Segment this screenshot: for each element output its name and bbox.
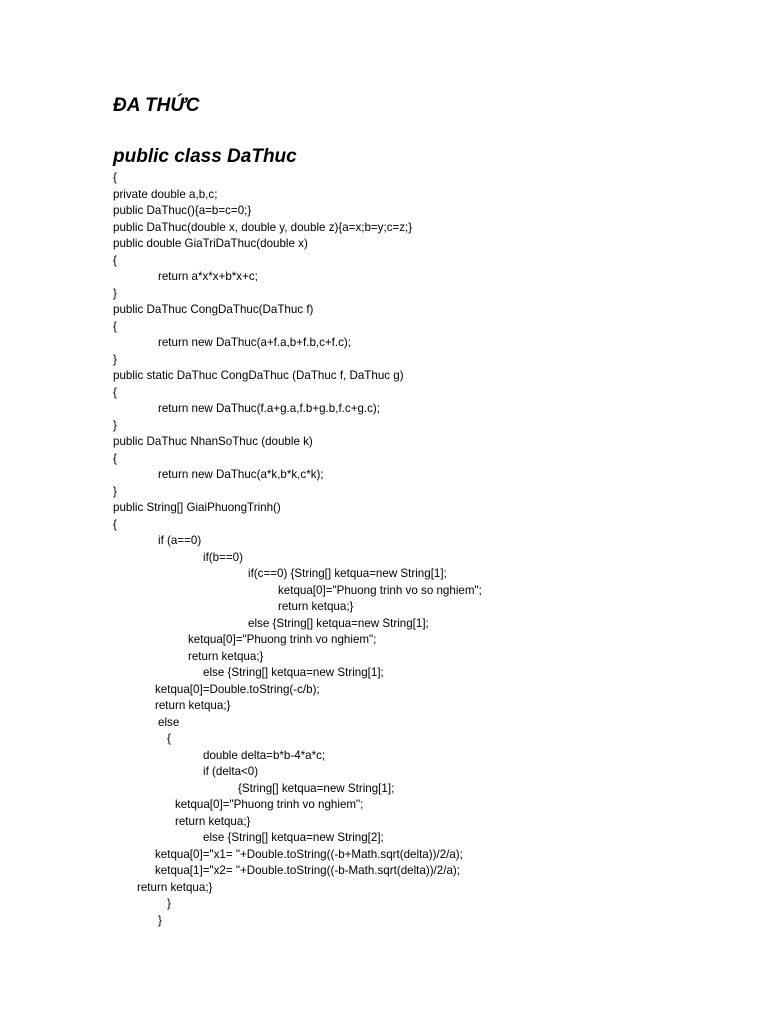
code-line: return ketqua;} bbox=[188, 650, 264, 663]
code-line: if(c==0) {String[] ketqua=new String[1]; bbox=[248, 567, 447, 580]
code-line: ketqua[0]=Double.toString(-c/b); bbox=[155, 683, 320, 696]
code-line: if (delta<0) bbox=[203, 765, 259, 778]
code-line: } bbox=[158, 914, 162, 927]
code-line: else bbox=[158, 716, 180, 729]
code-line: { bbox=[113, 254, 117, 267]
code-line: { bbox=[113, 452, 117, 465]
code-line: public DaThuc NhanSoThuc (double k) bbox=[113, 435, 313, 448]
code-line: } bbox=[113, 353, 117, 366]
code-line: { bbox=[113, 320, 117, 333]
code-line: public DaThuc(){a=b=c=0;} bbox=[113, 204, 252, 217]
code-line: { bbox=[113, 171, 117, 184]
code-line: double delta=b*b-4*a*c; bbox=[203, 749, 326, 762]
code-line: { bbox=[113, 518, 117, 531]
class-heading: public class DaThuc bbox=[113, 146, 297, 167]
code-line: public DaThuc(double x, double y, double z){a=x;b=y;c=z;} bbox=[113, 221, 413, 234]
code-line: else {String[] ketqua=new String[1]; bbox=[203, 666, 384, 679]
code-line: return new DaThuc(a*k,b*k,c*k); bbox=[158, 468, 324, 481]
code-line: return ketqua;} bbox=[278, 600, 354, 613]
code-line: return new DaThuc(a+f.a,b+f.b,c+f.c); bbox=[158, 336, 352, 349]
code-line: public double GiaTriDaThuc(double x) bbox=[113, 237, 308, 250]
code-line: { bbox=[167, 732, 171, 745]
code-line: return ketqua;} bbox=[137, 881, 213, 894]
code-line: return a*x*x+b*x+c; bbox=[158, 270, 258, 283]
code-line: } bbox=[113, 287, 117, 300]
code-line: public DaThuc CongDaThuc(DaThuc f) bbox=[113, 303, 314, 316]
code-line: return new DaThuc(f.a+g.a,f.b+g.b,f.c+g.c); bbox=[158, 402, 381, 415]
code-line: ketqua[0]="Phuong trinh vo nghiem"; bbox=[188, 633, 377, 646]
code-line: if(b==0) bbox=[203, 551, 243, 564]
code-line: { bbox=[113, 386, 117, 399]
code-line: if (a==0) bbox=[158, 534, 202, 547]
code-line: public static DaThuc CongDaThuc (DaThuc f, DaThuc g) bbox=[113, 369, 404, 382]
code-line: return ketqua;} bbox=[155, 699, 231, 712]
code-line: ketqua[0]="Phuong trinh vo so nghiem"; bbox=[278, 584, 482, 597]
code-line: } bbox=[113, 419, 117, 432]
document-title: ĐA THỨC bbox=[113, 95, 200, 116]
code-line: private double a,b,c; bbox=[113, 188, 218, 201]
code-line: else {String[] ketqua=new String[2]; bbox=[203, 831, 384, 844]
code-line: else {String[] ketqua=new String[1]; bbox=[248, 617, 429, 630]
code-line: {String[] ketqua=new String[1]; bbox=[238, 782, 395, 795]
code-line: ketqua[0]="x1= "+Double.toString((-b+Math.sqrt(delta))/2/a); bbox=[155, 848, 463, 861]
code-line: } bbox=[167, 897, 171, 910]
code-line: return ketqua;} bbox=[175, 815, 251, 828]
code-line: public String[] GiaiPhuongTrinh() bbox=[113, 501, 281, 514]
code-line: } bbox=[113, 485, 117, 498]
code-line: ketqua[1]="x2= "+Double.toString((-b-Math.sqrt(delta))/2/a); bbox=[155, 864, 460, 877]
code-line: ketqua[0]="Phuong trinh vo nghiem"; bbox=[175, 798, 364, 811]
